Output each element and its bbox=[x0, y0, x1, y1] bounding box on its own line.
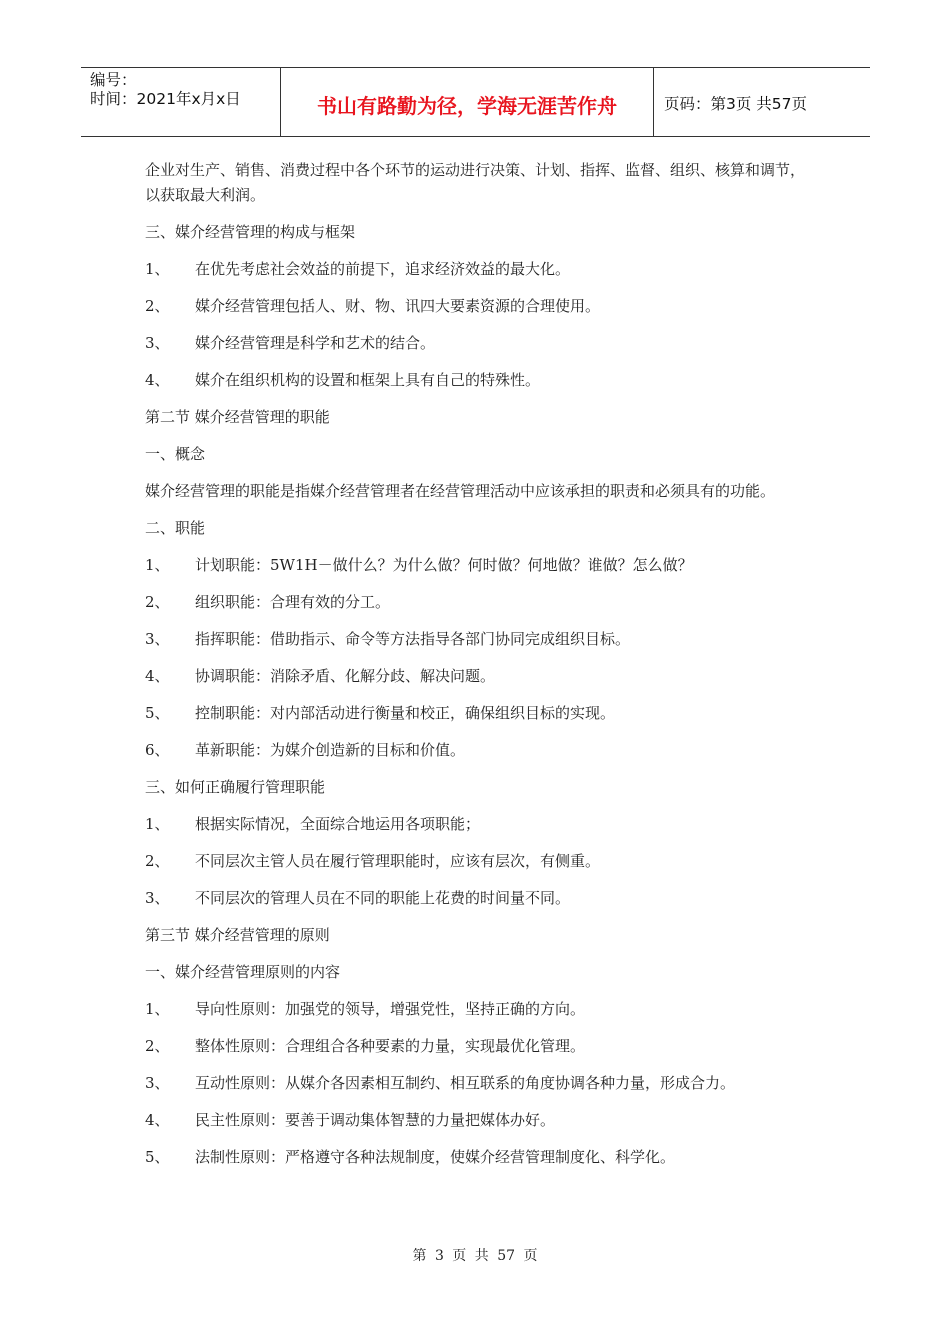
list-item-text: 媒介经营管理包括人、财、物、讯四大要素资源的合理使用。 bbox=[195, 297, 601, 315]
section-heading: 三、如何正确履行管理职能 bbox=[145, 778, 326, 796]
list-item-text: 媒介经营管理是科学和艺术的结合。 bbox=[195, 334, 436, 352]
list-item bbox=[145, 553, 810, 590]
list-item-number: 2、 bbox=[145, 593, 170, 611]
list-item bbox=[145, 590, 810, 627]
list-item bbox=[145, 849, 810, 886]
list-item-text: 整体性原则：合理组合各种要素的力量，实现最优化管理。 bbox=[195, 1037, 586, 1055]
list-item bbox=[145, 294, 810, 331]
list-item-number: 2、 bbox=[145, 852, 170, 870]
list-item-text: 控制职能：对内部活动进行衡量和校正，确保组织目标的实现。 bbox=[195, 704, 616, 722]
list-item-text: 革新职能：为媒介创造新的目标和价值。 bbox=[195, 741, 466, 759]
list-item-text: 民主性原则：要善于调动集体智慧的力量把媒体办好。 bbox=[195, 1111, 556, 1129]
list-item-number: 5、 bbox=[145, 1148, 170, 1166]
list-item-text: 协调职能：消除矛盾、化解分歧、解决问题。 bbox=[195, 667, 496, 685]
list-item-number: 6、 bbox=[145, 741, 170, 759]
chapter-heading: 第二节 媒介经营管理的职能 bbox=[145, 408, 330, 426]
list-item-number: 3、 bbox=[145, 630, 170, 648]
list-item bbox=[145, 1108, 810, 1145]
list-item-number: 4、 bbox=[145, 667, 170, 685]
list-item-text: 法制性原则：严格遵守各种法规制度，使媒介经营管理制度化、科学化。 bbox=[195, 1148, 676, 1166]
list-item-text: 指挥职能：借助指示、命令等方法指导各部门协同完成组织目标。 bbox=[195, 630, 631, 648]
list-item-number: 5、 bbox=[145, 704, 170, 722]
list-item-text: 在优先考虑社会效益的前提下，追求经济效益的最大化。 bbox=[195, 260, 571, 278]
list-item-number: 3、 bbox=[145, 334, 170, 352]
header-meta bbox=[81, 68, 281, 136]
list-item-number: 1、 bbox=[145, 815, 170, 833]
concept-paragraph: 媒介经营管理的职能是指媒介经营管理者在经营管理活动中应该承担的职责和必须具有的功能。 bbox=[145, 482, 776, 500]
section-heading: 一、媒介经营管理原则的内容 bbox=[145, 963, 341, 981]
list-item-text: 计划职能：5W1H－做什么？为什么做？何时做？何地做？谁做？怎么做？ bbox=[195, 556, 693, 574]
list-item bbox=[145, 368, 810, 405]
list-item bbox=[145, 738, 810, 775]
list-item bbox=[145, 701, 810, 738]
section-heading: 一、概念 bbox=[145, 445, 206, 463]
list-item bbox=[145, 257, 810, 294]
list-item-text: 根据实际情况，全面综合地运用各项职能； bbox=[195, 815, 481, 833]
list-item-text: 导向性原则：加强党的领导，增强党性，坚持正确的方向。 bbox=[195, 1000, 586, 1018]
chapter-heading: 第三节 媒介经营管理的原则 bbox=[145, 926, 330, 944]
list-item bbox=[145, 997, 810, 1034]
list-item bbox=[145, 664, 810, 701]
document-body bbox=[145, 158, 810, 1182]
list-item bbox=[145, 1145, 810, 1182]
list-item-text: 不同层次主管人员在履行管理职能时，应该有层次，有侧重。 bbox=[195, 852, 601, 870]
list-item bbox=[145, 331, 810, 368]
document-header bbox=[81, 67, 870, 137]
list-item-text: 互动性原则：从媒介各因素相互制约、相互联系的角度协调各种力量，形成合力。 bbox=[195, 1074, 736, 1092]
list-item-number: 1、 bbox=[145, 556, 170, 574]
header-motto: 书山有路勤为径，学海无涯苦作舟 bbox=[281, 68, 654, 136]
list-item-number: 1、 bbox=[145, 260, 170, 278]
list-item-text: 组织职能：合理有效的分工。 bbox=[195, 593, 391, 611]
list-item bbox=[145, 812, 810, 849]
page-footer: 第 3 页 共 57 页 bbox=[412, 1248, 538, 1264]
list-item-number: 3、 bbox=[145, 1074, 170, 1092]
section-heading: 三、媒介经营管理的构成与框架 bbox=[145, 223, 356, 241]
section-heading: 二、职能 bbox=[145, 519, 206, 537]
document-number-label: 编号： bbox=[90, 71, 137, 89]
list-item bbox=[145, 886, 810, 923]
list-item bbox=[145, 627, 810, 664]
document-time-label: 时间：2021年x月x日 bbox=[90, 90, 241, 108]
list-item-text: 媒介在组织机构的设置和框架上具有自己的特殊性。 bbox=[195, 371, 541, 389]
list-item-number: 1、 bbox=[145, 1000, 170, 1018]
list-item-number: 2、 bbox=[145, 1037, 170, 1055]
list-item-number: 4、 bbox=[145, 371, 170, 389]
list-item bbox=[145, 1034, 810, 1071]
list-item-number: 2、 bbox=[145, 297, 170, 315]
intro-paragraph: 企业对生产、销售、消费过程中各个环节的运动进行决策、计划、指挥、监督、组织、核算和调节，以获取最大利润。 bbox=[145, 161, 806, 204]
list-item-text: 不同层次的管理人员在不同的职能上花费的时间量不同。 bbox=[195, 889, 571, 907]
list-item-number: 4、 bbox=[145, 1111, 170, 1129]
list-item-number: 3、 bbox=[145, 889, 170, 907]
header-page-info: 页码：第3页 共57页 bbox=[664, 95, 808, 113]
list-item bbox=[145, 1071, 810, 1108]
